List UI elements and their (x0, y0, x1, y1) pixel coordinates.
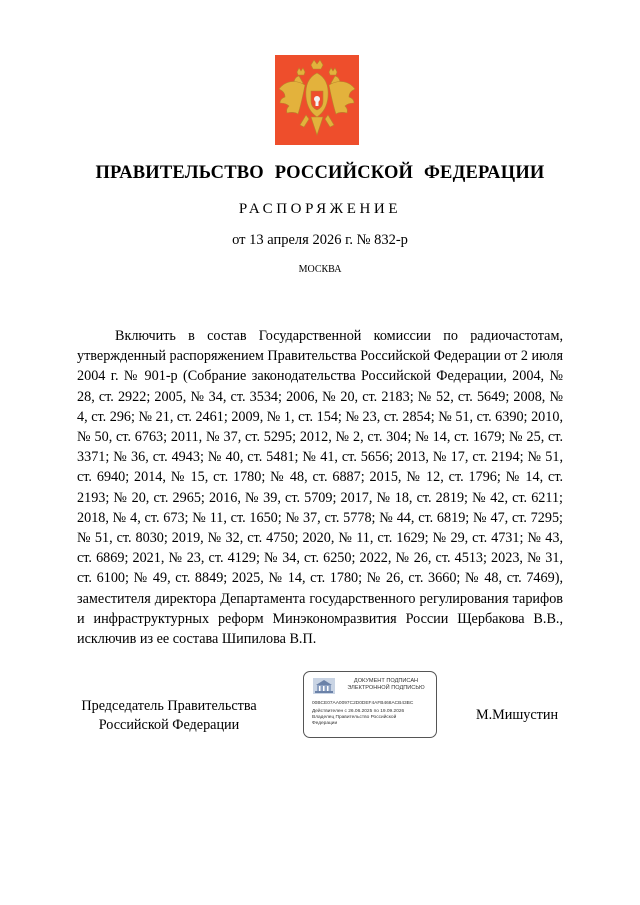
document-date-number: от 13 апреля 2026 г. № 832-р (232, 232, 408, 248)
signature-stamp-title-line2: ЭЛЕКТРОННОЙ ПОДПИСЬЮ (347, 685, 425, 691)
coat-of-arms-emblem (275, 55, 359, 145)
signatory-position-line2: Российской Федерации (98, 717, 240, 733)
government-building-icon (313, 678, 335, 694)
government-title: ПРАВИТЕЛЬСТВО РОССИЙСКОЙ ФЕДЕРАЦИИ (95, 163, 545, 183)
order-body-paragraph: Включить в состав Государственной комиссии по радиочастотам, утвержденный распоряжением Правительства Российской Федерации от 2 июля 2004 г. № 901-р (Собрание законодательства Российской Федерации, 2004, № 28, ст. 2922; 2005, № 34, ст. 3534; 2006, № 20, ст. 2183; № 52, ст. 5649; 2008, № 4, ст. 296; № 21, ст. 2461; 2009, № 1, ст. 154; № 23, ст. 2854; № 51, ст. 6390; 2010, № 50, ст. 6763; 2011, № 37, ст. 5295; 2012, № 2, ст. 304; № 14, ст. 1679; № 25, ст. 3371; № 36, ст. 4943; № 40, ст. 5481; № 41, ст. 5656; 2013, № 17, ст. 2194; № 51, ст. 6940; 2014, № 15, ст. 1780; № 48, ст. 6887; 2015, № 12, ст. 1796; № 14, ст. 2193; № 20, ст. 2965; 2016, № 39, ст. 5709; 2017, № 18, ст. 2819; № 42, ст. 6211; 2018, № 4, ст. 673; № 11, ст. 1650; № 37, ст. 5778; № 44, ст. 6819; № 47, ст. 7295; № 51, ст. 8030; 2019, № 32, ст. 4750; 2020, № 11, ст. 1629; № 29, ст. 4731; № 43, ст. 6869; 2021, № 23, ст. 4129; № 34, ст. 6250; 2022, № 26, ст. 4513; 2023, № 31, ст. 6100; № 49, ст. 8849; 2025, № 14, ст. 1780; № 26, ст. 3660; № 48, ст. 7469), заместителя директора Департамента государственного регулирования тарифов и инфраструктурных реформ Минэкономразвития России Щербакова В.В., исключив из ее состава Шипилова В.П. (77, 328, 563, 648)
certificate-owner-line1: Владелец Правительство Российской (312, 715, 397, 720)
signatory-name: М.Мишустин (476, 707, 559, 723)
signature-stamp-title-line1: ДОКУМЕНТ ПОДПИСАН (353, 678, 419, 684)
document-type: РАСПОРЯЖЕНИЕ (238, 201, 402, 217)
electronic-signature-stamp (303, 671, 437, 738)
signature-stamp-title (340, 678, 432, 692)
certificate-owner-line2: Федерации (312, 721, 338, 726)
document-city: МОСКВА (298, 264, 342, 275)
certificate-number: 00BCE07AA0097C2D0DEF4AFB468ACB43BC (312, 701, 414, 706)
certificate-validity: Действителен с 26.06.2025 по 19.09.2026 (312, 709, 405, 714)
signatory-position-line1: Председатель Правительства (81, 698, 257, 714)
signatory-position (62, 697, 276, 735)
double-headed-eagle-icon (275, 55, 359, 145)
